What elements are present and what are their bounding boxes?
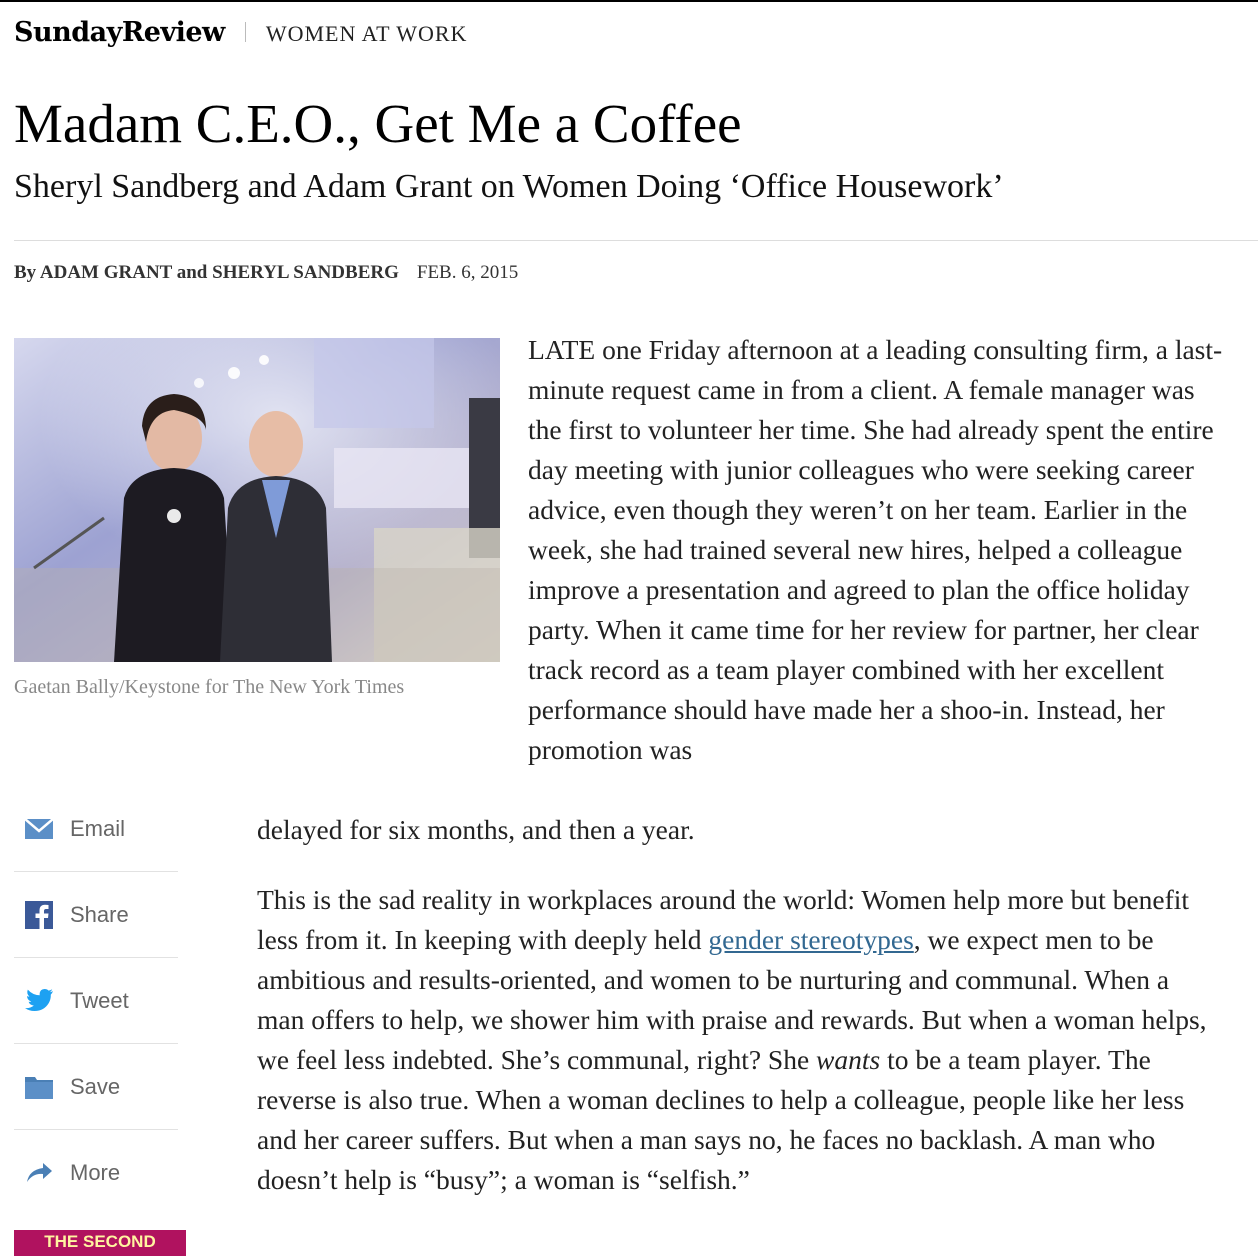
- article-paragraph-2: [257, 880, 1217, 1200]
- header-divider: [14, 240, 1258, 241]
- email-label: Email: [70, 815, 126, 841]
- article-photo-illustration: [14, 338, 500, 662]
- article-paragraph-1-continued: delayed for six months, and then a year.: [257, 814, 695, 845]
- save-label: Save: [70, 1073, 121, 1099]
- tweet-button[interactable]: [14, 958, 178, 1044]
- promo-ad[interactable]: [14, 1230, 186, 1256]
- more-label: More: [70, 1160, 121, 1185]
- promo-text: THE SECOND: [44, 1232, 156, 1251]
- gender-stereotypes-link[interactable]: gender stereotypes: [708, 924, 914, 955]
- byline-authors: By ADAM GRANT and SHERYL SANDBERG: [14, 262, 399, 283]
- para2-text-a: This is the sad reality in workplaces around the world: Women help more but benefit less from it. In keeping with deeply held: [257, 884, 1190, 955]
- publish-date: FEB. 6, 2015: [416, 262, 519, 283]
- share-label: Share: [70, 901, 129, 927]
- section-header: [14, 14, 467, 50]
- subheadline: Sheryl Sandberg and Adam Grant on Women Doing ‘Office Housework’: [14, 168, 1004, 205]
- more-button[interactable]: [14, 1130, 178, 1216]
- section-kicker[interactable]: WOMEN AT WORK: [265, 21, 468, 46]
- article-paragraph-1: LATE one Friday afternoon at a leading consulting firm, a last-minute request came in from a client. A female manager was the first to volunteer her time. She had already spent the entire day meeting with junior colleagues who were seeking career advice, even though they weren’t on her team. Earlier in the week, she had trained several new hires, helped a colleague improve a presentation and agreed to plan the office holiday party. When it came time for her review for partner, her clear track record as a team player combined with her excellent performance should have made her a shoo-in. Instead, her promotion was: [528, 334, 1223, 765]
- facebook-share-button[interactable]: [14, 872, 178, 958]
- para2-emphasis: wants: [816, 1044, 881, 1075]
- twitter-bird-icon: [24, 986, 54, 1016]
- byline: [14, 262, 518, 284]
- para2-text-b: , we expect men to be ambitious and results-oriented, and women to be nurturing and communal. When a man offers to help, we shower him with praise and rewards. But when a woman helps, we feel less indebted. She’s communal, right? She: [257, 924, 1207, 1075]
- share-tools: [14, 786, 178, 1216]
- tweet-label: Tweet: [70, 987, 129, 1013]
- para2-text-c: to be a team player. The reverse is also true. When a woman declines to help a colleague, people like her less and her career suffers. But when a man says no, he faces no backlash. A man who doesn’t help is “busy”; a woman is “selfish.”: [257, 1044, 1185, 1195]
- envelope-icon: [24, 814, 54, 844]
- facebook-icon: [24, 900, 54, 930]
- section-separator: [245, 22, 246, 42]
- email-button[interactable]: [14, 786, 178, 872]
- section-name[interactable]: SundayReview: [14, 16, 225, 48]
- photo-credit: Gaetan Bally/Keystone for The New York Times: [14, 676, 405, 698]
- headline: Madam C.E.O., Get Me a Coffee: [14, 93, 742, 154]
- folder-icon: [24, 1072, 54, 1102]
- share-arrow-icon: [24, 1158, 54, 1188]
- top-rule: [0, 0, 1258, 2]
- save-button[interactable]: [14, 1044, 178, 1130]
- article-photo[interactable]: [14, 338, 500, 662]
